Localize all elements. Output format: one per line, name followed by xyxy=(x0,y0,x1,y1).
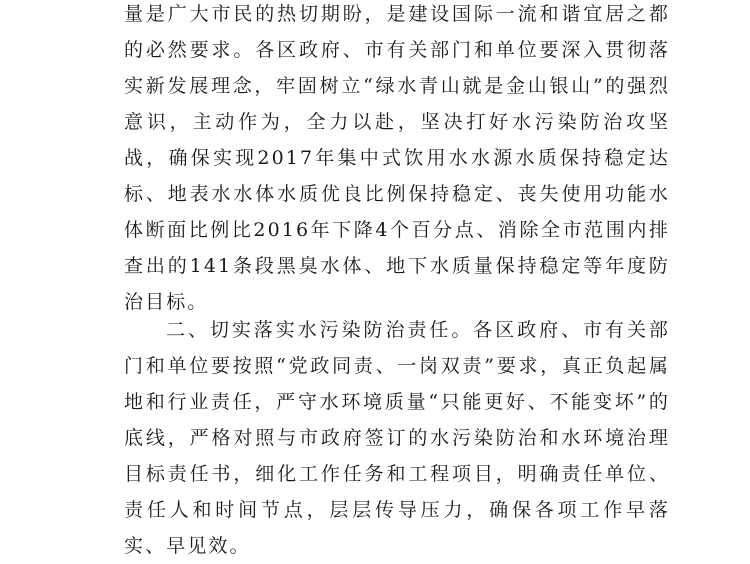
body-paragraph-1: 量是广大市民的热切期盼，是建设国际一流和谐宜居之都的必然要求。各区政府、市有关部门和单位要深入贯彻落实新发展理念，牢固树立“绿水青山就是金山银山”的强烈意识，主动作为，全力以赴，坚决打好水污染防治攻坚战，确保实现2017年集中式饮用水水源水质保持稳定达标、地表水水体水质优良比例保持稳定、丧失使用功能水体断面比例比2016年下降4个百分点、消除全市范围内排查出的141条段黑臭水体、地下水质量保持稳定等年度防治目标。 xyxy=(124,3,670,313)
body-paragraph-2: 二、切实落实水污染防治责任。各区政府、市有关部门和单位要按照“党政同责、一岗双责”要求，真正负起属地和行业责任，严守水环境质量“只能更好、不能变坏”的底线，严格对照与市政府签订的水污染防治和水环境治理目标责任书，细化工作任务和工程项目，明确责任单位、责任人和时间节点，层层传导压力，确保各项工作早落实、早见效。 xyxy=(124,319,670,557)
